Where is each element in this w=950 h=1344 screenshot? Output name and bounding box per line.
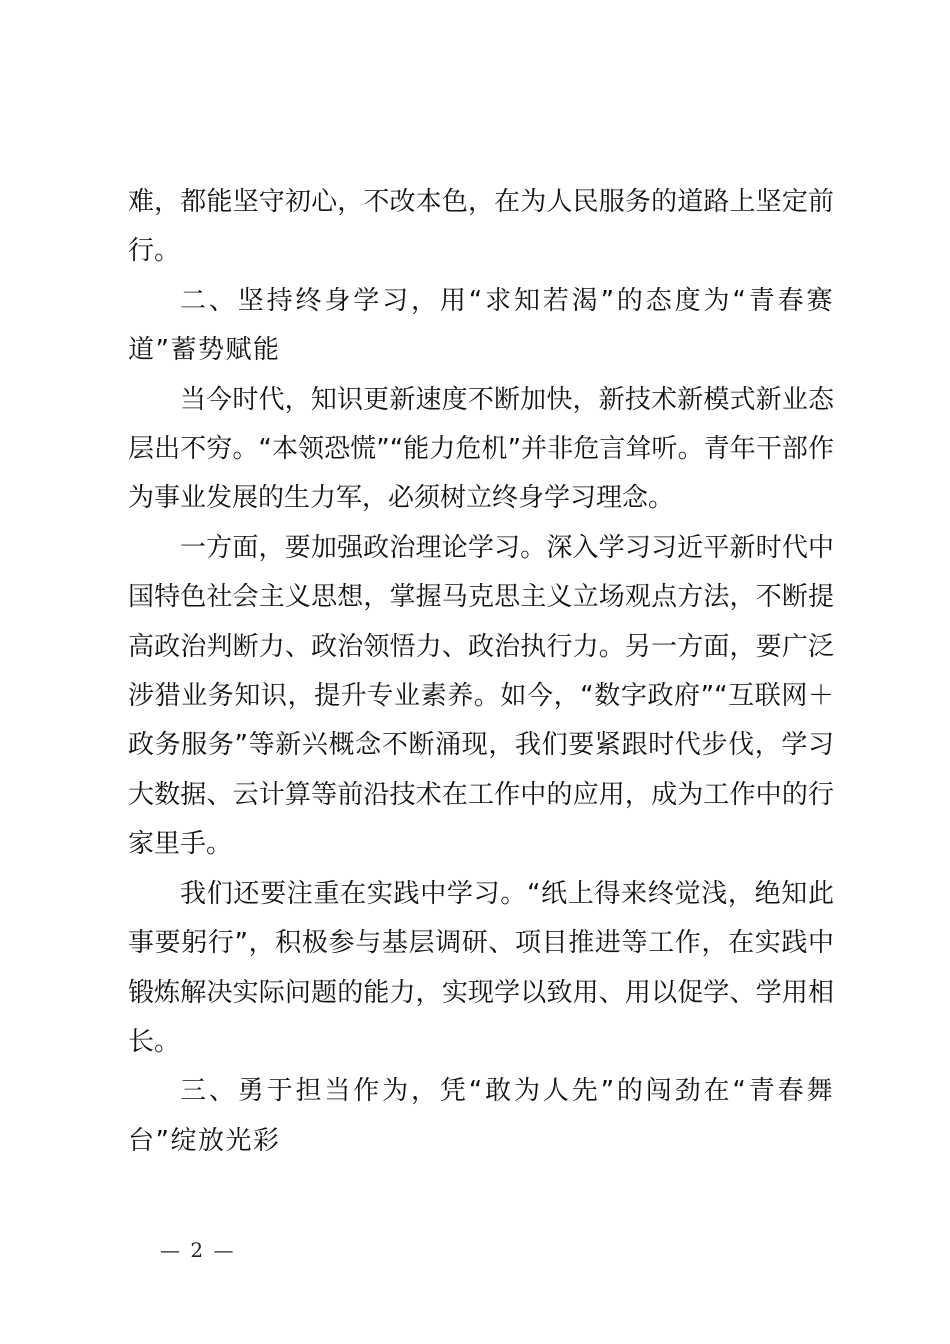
paragraph-practice-learning: 我们还要注重在实践中学习。“纸上得来终觉浅，绝知此事要躬行”，积极参与基层调研、项目推进等工作，在实践中锻炼解决实际问题的能力，实现学以致用、用以促学、学用相长。 (128, 878, 834, 1057)
section-heading-2: 二、坚持终身学习，用“求知若渴”的态度为“青春赛道”蓄势赋能 (128, 285, 834, 366)
paragraph-learning-intro: 当今时代，知识更新速度不断加快，新技术新模式新业态层出不穷。“本领恐慌”“能力危机”并非危言耸听。青年干部作为事业发展的生力军，必须树立终身学习理念。 (128, 384, 834, 514)
section-heading-3: 三、勇于担当作为，凭“敢为人先”的闯劲在“青春舞台”绽放光彩 (128, 1076, 834, 1156)
paragraph-continuation: 难，都能坚守初心，不改本色，在为人民服务的道路上坚定前行。 (128, 187, 834, 267)
document-body (128, 178, 834, 1166)
page-number: — 2 — (160, 1238, 236, 1262)
paragraph-political-study: 一方面，要加强政治理论学习。深入学习习近平新时代中国特色社会主义思想，掌握马克思主义立场观点方法，不断提高政治判断力、政治领悟力、政治执行力。另一方面，要广泛涉猎业务知识，提升专业素养。如今，“数字政府”“互联网＋政务服务”等新兴概念不断涌现，我们要紧跟时代步伐，学习大数据、云计算等前沿技术在工作中的应用，成为工作中的行家里手。 (128, 532, 834, 860)
